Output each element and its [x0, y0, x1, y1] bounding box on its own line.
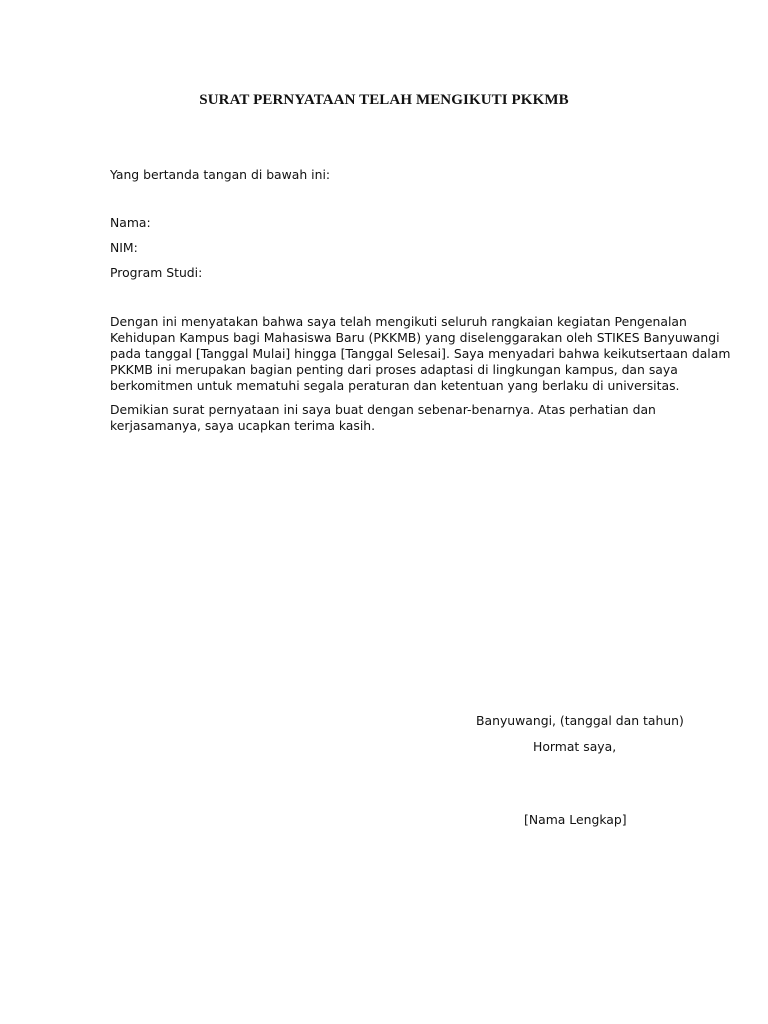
signature-closing: Hormat saya,	[533, 739, 617, 754]
field-nama: Nama:	[110, 215, 151, 230]
statement-line: pada tanggal [Tanggal Mulai] hingga [Tanggal Selesai]. Saya menyadari bahwa keikutsertaan dalam	[110, 346, 731, 361]
closing-line: kerjasamanya, saya ucapkan terima kasih.	[110, 418, 376, 433]
field-nim: NIM:	[110, 240, 138, 255]
signature-place-date: Banyuwangi, (tanggal dan tahun)	[476, 713, 684, 728]
statement-line: Dengan ini menyatakan bahwa saya telah mengikuti seluruh rangkaian kegiatan Pengenalan	[110, 314, 687, 329]
statement-line: Kehidupan Kampus bagi Mahasiswa Baru (PKKMB) yang diselenggarakan oleh STIKES Banyuwangi	[110, 330, 720, 345]
closing-line: Demikian surat pernyataan ini saya buat dengan sebenar-benarnya. Atas perhatian dan	[110, 402, 656, 417]
intro-text: Yang bertanda tangan di bawah ini:	[110, 167, 331, 182]
document-title: SURAT PERNYATAAN TELAH MENGIKUTI PKKMB	[199, 92, 569, 108]
statement-line: PKKMB ini merupakan bagian penting dari proses adaptasi di lingkungan kampus, dan saya	[110, 362, 678, 377]
field-program-studi: Program Studi:	[110, 265, 203, 280]
statement-line: berkomitmen untuk mematuhi segala peraturan dan ketentuan yang berlaku di universitas.	[110, 378, 680, 393]
statement-paragraph	[110, 314, 731, 394]
signature-name: [Nama Lengkap]	[524, 812, 627, 827]
closing-paragraph	[110, 402, 680, 434]
